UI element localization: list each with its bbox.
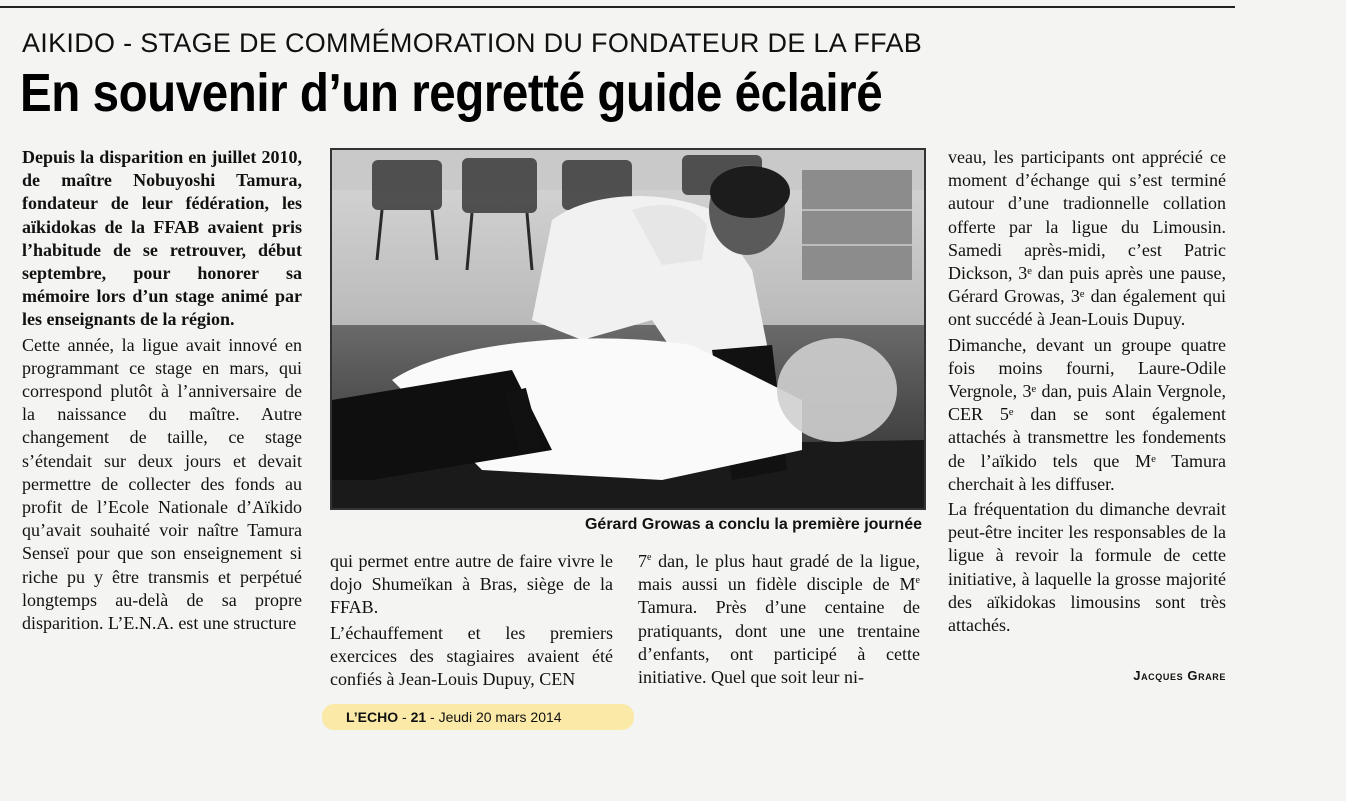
photo-caption: Gérard Growas a conclu la première journée: [584, 516, 922, 533]
lead-paragraph: Depuis la disparition en juillet 2010, de maître Nobuyoshi Tamura, fondateur de leur fédération, les aïkidokas de la FFAB avaient pris l’habitude de se retrouver, début septembre, pour honorer sa mémoire lors d’un stage animé par les enseignants de la région.: [22, 147, 302, 330]
page-footer: L’ECHO - 21 - Jeudi 20 mars 2014: [322, 704, 634, 730]
column-1: [22, 146, 302, 637]
footer-date: Jeudi 20 mars 2014: [438, 709, 562, 725]
article-photo: [330, 148, 926, 510]
article-kicker: AIKIDO - STAGE DE COMMÉMORATION DU FONDATEUR DE LA FFAB: [22, 28, 923, 58]
article-headline: En souvenir d’un regretté guide éclairé: [20, 63, 883, 123]
body-paragraph: Cette année, la ligue avait innové en programmant ce stage en mars, qui correspond plutôt à l’anniversaire de la naissance du maître. Autre changement de taille, ce stage s’étendait sur deux jours et devait permettre de collecter des fonds au profit de l’Ecole Nationale d’Aïkido qu’avait souhaité voir naître Tamura Senseï pour que son enseignement si riche pu y être transmis et perpétué longtemps au-delà de sa propre disparition. L’E.N.A. est une structure: [22, 334, 302, 634]
aikido-photo-illustration: [332, 150, 924, 508]
column-4: [948, 146, 1226, 639]
body-text: Tamura. Près d’une centaine de pratiquants, dont une une trentaine d’enfants, ont participé à cette initiative. Quel que soit leur ni-: [638, 597, 920, 688]
author-name: Jacques Grare: [1133, 668, 1226, 683]
body-paragraph: Dimanche, devant un groupe quatre fois moins fourni, Laure-Odile Vergnole, 3ᵉ dan, puis Alain Vergnole, CER 5ᵉ dan se sont également attachés à transmettre les fondements de l’aïkido tels que Mᵉ Tamura cherchait à les diffuser.: [948, 334, 1226, 494]
body-paragraph: veau, les participants ont apprécié ce moment d’échange qui s’est terminé autour d’une tradionnelle collation offerte par la ligue du Limousin. Samedi après-midi, c’est Patric Dickson, 3ᵉ dan puis après une pause, Gérard Growas, 3ᵉ dan également qui ont succédé à Jean-Louis Dupuy.: [948, 147, 1226, 330]
footer-page: 21: [410, 709, 427, 725]
body-paragraph: La fréquentation du dimanche devrait peut-être inciter les responsables de la ligue à revoir la formule de cette initiative, à laquelle la grosse majorité des aïkidokas limousins sont très attachés.: [948, 499, 1226, 636]
body-paragraph: [638, 550, 920, 689]
top-rule: [0, 6, 1235, 8]
superscript-e: e: [915, 575, 920, 587]
body-text: dan, le plus haut gradé de la ligue, mais aussi un fidèle disciple de M: [638, 551, 920, 595]
column-2: [330, 550, 613, 693]
grade-seven: 7: [638, 551, 647, 571]
footer-paper: L’ECHO: [346, 709, 399, 725]
column-3: [638, 550, 920, 691]
superscript-e: e: [647, 552, 652, 563]
article-author: [1010, 668, 1226, 683]
body-paragraph: qui permet entre autre de faire vivre le dojo Shumeïkan à Bras, siège de la FFAB.: [330, 551, 613, 618]
body-paragraph: L’échauffement et les premiers exercices des stagiaires avaient été confiés à Jean-Louis Dupuy, CEN: [330, 622, 613, 690]
